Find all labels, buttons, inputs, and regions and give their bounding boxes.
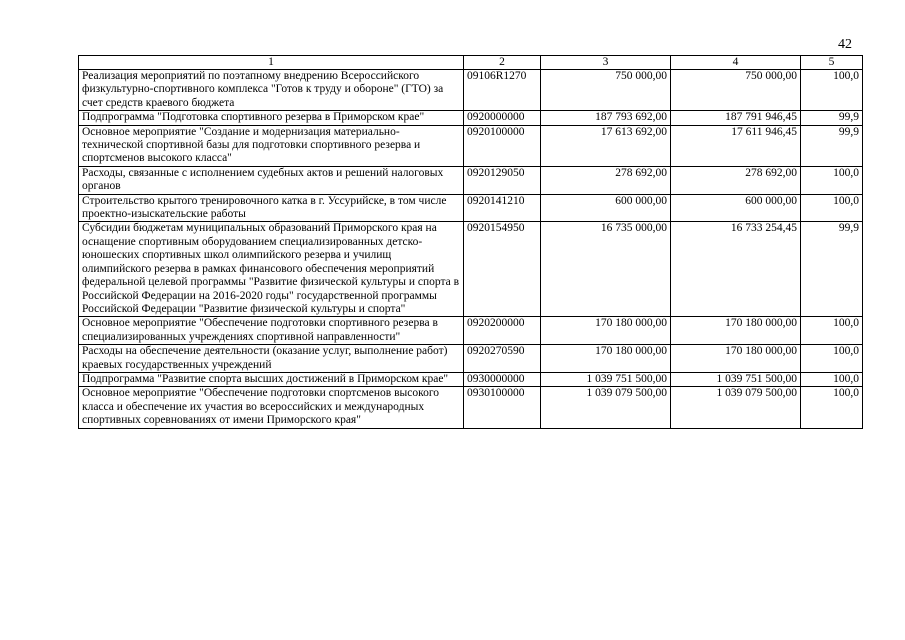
table-row	[79, 372, 863, 386]
row-percent: 100,0	[801, 317, 863, 345]
row-name: Расходы на обеспечение деятельности (оказание услуг, выполнение работ) краевых государственных учреждений	[79, 345, 464, 373]
row-planned: 170 180 000,00	[541, 345, 671, 373]
row-code: 0930100000	[464, 387, 541, 428]
row-percent: 99,9	[801, 111, 863, 125]
row-code: 0920270590	[464, 345, 541, 373]
row-code: 0920154950	[464, 222, 541, 317]
row-percent: 100,0	[801, 345, 863, 373]
row-executed: 170 180 000,00	[671, 345, 801, 373]
row-planned: 187 793 692,00	[541, 111, 671, 125]
table-row	[79, 194, 863, 222]
row-name: Подпрограмма "Развитие спорта высших достижений в Приморском крае"	[79, 372, 464, 386]
page-number: 42	[838, 37, 852, 52]
row-percent: 100,0	[801, 387, 863, 428]
budget-table	[78, 55, 863, 429]
row-name: Расходы, связанные с исполнением судебных актов и решений налоговых органов	[79, 166, 464, 194]
row-percent: 100,0	[801, 70, 863, 111]
row-name: Субсидии бюджетам муниципальных образований Приморского края на оснащение спортивным оборудованием специализированных детско-юношеских спортивных школ олимпийского резерва и училищ олимпийского резерва в рамках финансового обеспечения мероприятий федеральной целевой программы "Развитие физической культуры и спорта в Российской Федерации на 2016-2020 годы" государственной программы Российской Федерации "Развитие физической культуры и спорта"	[79, 222, 464, 317]
row-name: Основное мероприятие "Создание и модернизация материально-технической спортивной базы для подготовки спортивного резерва и спортсменов высокого класса"	[79, 125, 464, 166]
row-planned: 278 692,00	[541, 166, 671, 194]
row-executed: 16 733 254,45	[671, 222, 801, 317]
row-executed: 750 000,00	[671, 70, 801, 111]
column-header-5: 5	[801, 56, 863, 70]
row-planned: 1 039 079 500,00	[541, 387, 671, 428]
row-executed: 600 000,00	[671, 194, 801, 222]
row-name: Реализация мероприятий по поэтапному внедрению Всероссийского физкультурно-спортивного комплекса "Готов к труду и обороне" (ГТО) за счет средств краевого бюджета	[79, 70, 464, 111]
row-code: 09106R1270	[464, 70, 541, 111]
row-code: 0920200000	[464, 317, 541, 345]
table-row	[79, 125, 863, 166]
table-row	[79, 222, 863, 317]
row-name: Основное мероприятие "Обеспечение подготовки спортсменов высокого класса и обеспечение их участия во всероссийских и международных спортивных соревнованиях от имени Приморского края"	[79, 387, 464, 428]
row-executed: 187 791 946,45	[671, 111, 801, 125]
row-executed: 1 039 079 500,00	[671, 387, 801, 428]
row-executed: 170 180 000,00	[671, 317, 801, 345]
row-percent: 100,0	[801, 372, 863, 386]
row-percent: 99,9	[801, 125, 863, 166]
row-planned: 170 180 000,00	[541, 317, 671, 345]
row-code: 0920000000	[464, 111, 541, 125]
row-name: Основное мероприятие "Обеспечение подготовки спортивного резерва в специализированных учреждениях спортивной направленности"	[79, 317, 464, 345]
row-planned: 1 039 751 500,00	[541, 372, 671, 386]
row-code: 0920129050	[464, 166, 541, 194]
column-header-1: 1	[79, 56, 464, 70]
row-name: Строительство крытого тренировочного катка в г. Уссурийске, в том числе проектно-изыскательские работы	[79, 194, 464, 222]
row-percent: 100,0	[801, 194, 863, 222]
row-planned: 600 000,00	[541, 194, 671, 222]
table-row	[79, 70, 863, 111]
table-row	[79, 111, 863, 125]
column-header-4: 4	[671, 56, 801, 70]
table-row	[79, 345, 863, 373]
row-percent: 100,0	[801, 166, 863, 194]
row-executed: 278 692,00	[671, 166, 801, 194]
row-planned: 750 000,00	[541, 70, 671, 111]
row-code: 0930000000	[464, 372, 541, 386]
row-code: 0920141210	[464, 194, 541, 222]
row-name: Подпрограмма "Подготовка спортивного резерва в Приморском крае"	[79, 111, 464, 125]
table-row	[79, 317, 863, 345]
row-executed: 17 611 946,45	[671, 125, 801, 166]
row-percent: 99,9	[801, 222, 863, 317]
row-planned: 16 735 000,00	[541, 222, 671, 317]
row-planned: 17 613 692,00	[541, 125, 671, 166]
column-header-2: 2	[464, 56, 541, 70]
table-header-row	[79, 56, 863, 70]
table-row	[79, 387, 863, 428]
table-row	[79, 166, 863, 194]
row-executed: 1 039 751 500,00	[671, 372, 801, 386]
column-header-3: 3	[541, 56, 671, 70]
row-code: 0920100000	[464, 125, 541, 166]
